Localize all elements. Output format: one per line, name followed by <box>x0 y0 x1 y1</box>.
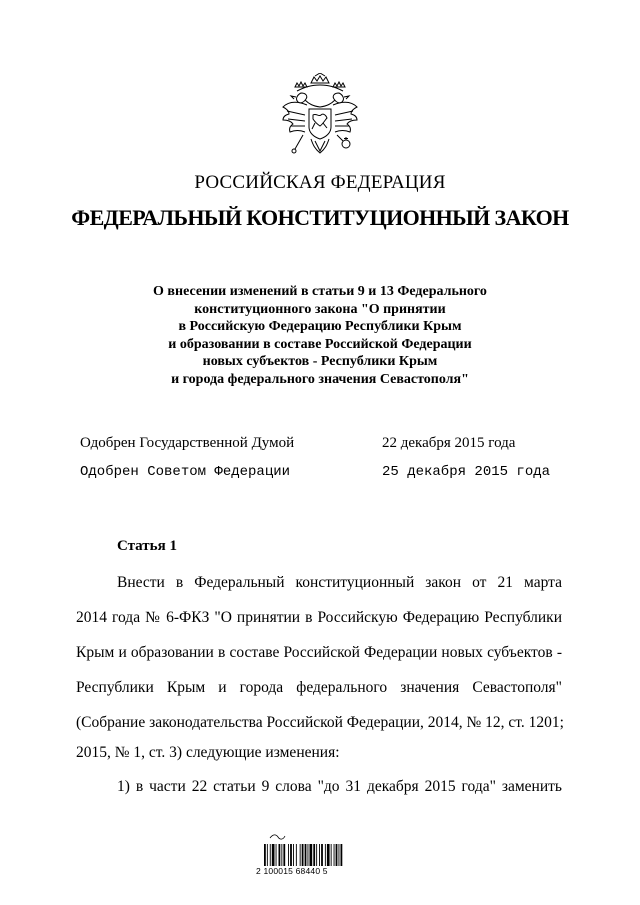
barcode-bar <box>331 844 332 866</box>
barcode-bar <box>327 844 330 866</box>
law-title-line: и образовании в составе Российской Федерации <box>168 336 472 352</box>
law-title-line: конституционного закона "О принятии <box>194 301 446 317</box>
barcode-bar <box>308 844 309 866</box>
article-heading: Статья 1 <box>117 538 177 554</box>
barcode-bar <box>316 844 317 866</box>
barcode-bar <box>300 844 301 866</box>
barcode-bar <box>321 844 323 866</box>
barcode-bar <box>272 844 275 866</box>
article-paragraph-line: Внести в Федеральный конституционный закон от 21 марта <box>117 574 562 591</box>
article-item-line: 1) в части 22 статьи 9 слова "до 31 декабря 2015 года" заменить <box>117 778 562 795</box>
law-title-line: в Российскую Федерацию Республики Крым <box>178 319 462 335</box>
barcode-bar <box>264 844 266 866</box>
barcode-bar <box>293 844 294 866</box>
article-paragraph-line: (Собрание законодательства Российской Федерации, 2014, № 12, ст. 1201; <box>76 714 564 731</box>
article-paragraph-line: 2015, № 1, ст. 3) следующие изменения: <box>76 744 340 761</box>
barcode-bar <box>302 844 304 866</box>
approval-council-date: 25 декабря 2015 года <box>382 464 551 480</box>
barcode-bar <box>281 844 282 866</box>
barcode-bar <box>279 844 281 866</box>
barcode-bar <box>305 844 307 866</box>
barcode-bar <box>276 844 277 866</box>
barcode-bar <box>288 844 289 866</box>
country-name: РОССИЙСКАЯ ФЕДЕРАЦИЯ <box>194 172 446 193</box>
approval-duma-date: 22 декабря 2015 года <box>382 435 516 451</box>
article-paragraph-line: Республики Крым и города федерального значения Севастополя" <box>76 679 562 696</box>
barcode-number: 2 100015 68440 5 <box>256 866 328 876</box>
barcode-bar <box>336 844 338 866</box>
barcode-bar <box>325 844 326 866</box>
law-title <box>0 283 640 389</box>
article-paragraph-line: 2014 года № 6-ФКЗ "О принятии в Российскую Федерацию Республики <box>76 609 562 626</box>
barcode-signature-mark <box>270 835 285 839</box>
barcode-bar <box>334 844 335 866</box>
law-title-line: и города федерального значения Севастополя" <box>171 371 469 387</box>
barcode-bars <box>264 844 342 866</box>
law-title-line: новых субъектов - Республики Крым <box>202 354 438 370</box>
barcode-bar <box>339 844 340 866</box>
barcode-bar <box>283 844 285 866</box>
barcode-bar <box>319 844 320 866</box>
barcode-bar <box>313 844 315 866</box>
approval-council-label: Одобрен Советом Федерации <box>80 464 291 480</box>
barcode-bar <box>290 844 292 866</box>
barcode-bar <box>310 844 313 866</box>
barcode-bar <box>341 844 343 866</box>
law-type-heading: ФЕДЕРАЛЬНЫЙ КОНСТИТУЦИОННЫЙ ЗАКОН <box>71 205 569 230</box>
law-title-line: О внесении изменений в статьи 9 и 13 Федерального <box>153 284 487 299</box>
article-paragraph-line: Крым и образовании в составе Российской Федерации новых субъектов - <box>76 644 562 661</box>
approval-duma-label: Одобрен Государственной Думой <box>80 435 295 451</box>
barcode-bar <box>267 844 268 866</box>
barcode-bar <box>270 844 271 866</box>
coat-of-arms-icon <box>277 73 363 165</box>
barcode-bar <box>296 844 297 866</box>
